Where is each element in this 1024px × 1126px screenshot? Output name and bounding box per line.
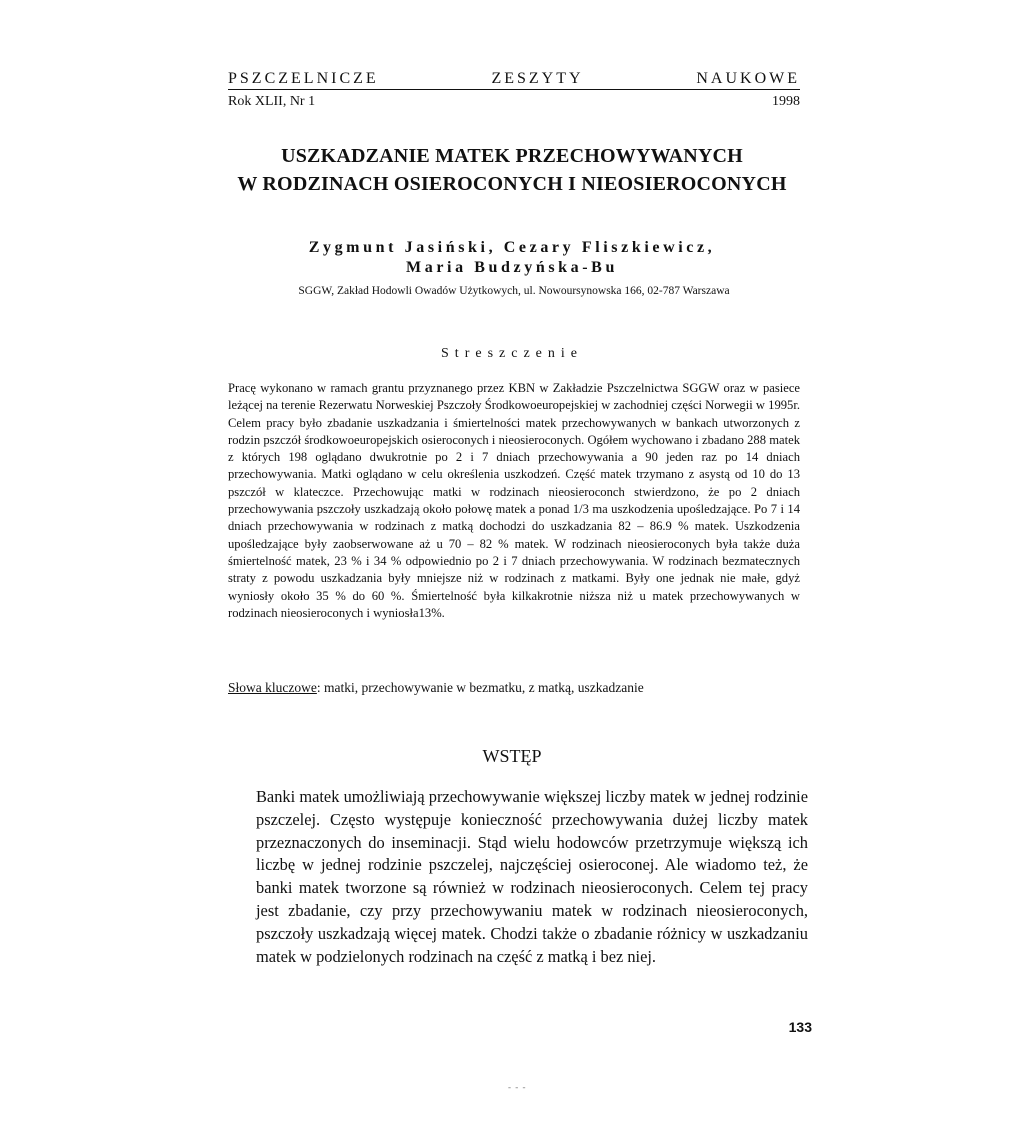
abstract-heading: Streszczenie (441, 346, 583, 361)
authors-line: Zygmunt Jasiński, Cezary Fliszkiewicz, (308, 239, 716, 256)
section-body (256, 786, 808, 968)
authors-line: Maria Budzyńska-Bu (406, 259, 618, 276)
issue-year: 1998 (772, 94, 800, 109)
keywords-label: Słowa kluczowe (228, 680, 317, 695)
affiliation: SGGW, Zakład Hodowli Owadów Użytkowych, ul. Nowoursynowska 166, 02-787 Warszawa (298, 285, 730, 297)
abstract-body (228, 380, 800, 622)
title-line: USZKADZANIE MATEK PRZECHOWYWANYCH (281, 145, 743, 167)
section-heading: WSTĘP (482, 746, 542, 766)
journal-word: ZESZYTY (491, 70, 584, 87)
journal-word: PSZCZELNICZE (228, 70, 379, 87)
issue-info (228, 94, 800, 110)
title-line: W RODZINACH OSIEROCONYCH I NIEOSIEROCONYCH (237, 173, 787, 195)
page-number: 133 (788, 1019, 812, 1035)
section-paragraph: Banki matek umożliwiają przechowywanie większej liczby matek w jednej rodzinie pszczelej. Często występuje konieczność przechowywania dużej liczby matek przeznaczonych do inseminacji. Stąd wielu hodowców przetrzymuje większą ich liczbę w jednej rodzinie pszczelej, najczęściej osieroconej. Ale wiadomo też, że banki matek tworzone są również w rodzinach nieosieroconych. Celem tej pracy jest zbadanie, czy przy przechowywaniu matek w rodzinach nieosieroconych, pszczoły uszkadzają więcej matek. Chodzi także o zbadanie różnicy w uszkadzaniu matek w podzielonych rodzinach na część z matką i bez niej. (256, 787, 808, 966)
journal-name (228, 70, 800, 90)
keywords (228, 680, 800, 696)
abstract-paragraph: Pracę wykonano w ramach grantu przyznanego przez KBN w Zakładzie Pszczelnictwa SGGW oraz w pasiece leżącej na terenie Rezerwatu Norweskiej Pszczoły Środkowoeuropejskiej w zachodniej części Norwegii w 1995r. Celem pracy było zbadanie uszkadzania i śmiertelności matek przechowywanych w bankach utworzonych z rodzin pszczół środkowoeuropejskich osieroconych i nieosieroconych. Ogółem wychowano i zbadano 288 matek z których 198 oglądano dwukrotnie po 2 i 7 dniach przechowywania a 90 jeden raz po 14 dniach przechowywania. Matki oglądano w celu określenia uszkodzeń. Część matek trzymano z asystą od 10 do 13 pszczół w klateczce. Przechowując matki w rodzinach nieosieroconch stwierdzono, że po 2 dniach przechowywania pszczoły uszkadzają około połowę matek a ponad 1/3 ma uszkodzenia upośledzające. Po 7 i 14 dniach przechowywania w rodzinach z matką dochodzi do uszkadzania 82 – 86.9 % matek. Uszkodzenia upośledzające były zaobserwowane aż u 70 – 82 % matek. W rodzinach nieosieroconych była także duża śmiertelność matek, 23 % i 34 % odpowiednio po 2 i 7 dniach przechowywania. W rodzinach bezmatecznych straty z powodu uszkadzania były mniejsze niż w rodzinach z matkami. Były one jednak nie małe, gdyż wyniosły około 35 % do 60 %. Śmiertelność była kilkakrotnie niższa niż u matek przechowywanych w rodzinach nieosieroconych i wyniosła13%. (228, 381, 800, 620)
footer-mark: - - - (508, 1082, 527, 1092)
paper-title (222, 142, 802, 198)
journal-word: NAUKOWE (696, 70, 800, 87)
keywords-text: : matki, przechowywanie w bezmatku, z matką, uszkadzanie (316, 680, 644, 695)
issue-number: Rok XLII, Nr 1 (228, 94, 316, 109)
authors (222, 238, 802, 278)
